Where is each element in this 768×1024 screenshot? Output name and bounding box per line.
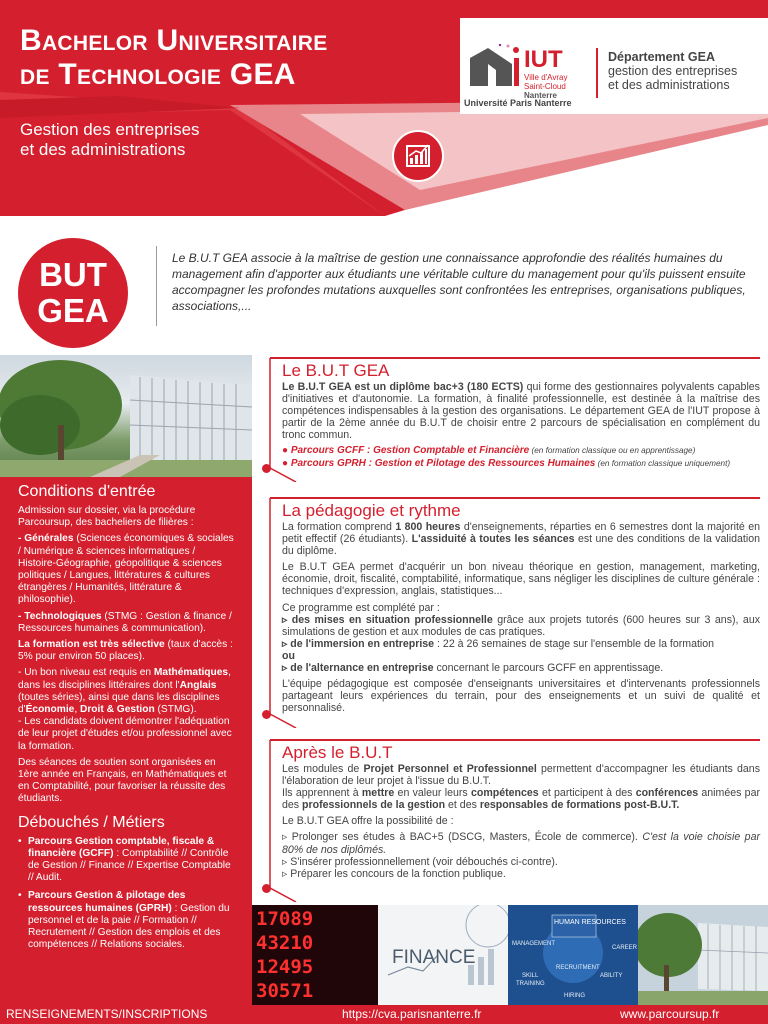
ticker-digits: 17089 [256, 908, 314, 930]
paragraph [282, 787, 760, 811]
list-item [282, 638, 760, 650]
dept-line-2: gestion des entreprises [608, 64, 738, 78]
hr-word: HIRING [564, 993, 585, 999]
parcours-gcff: ● Parcours GCFF : Gestion Comptable et Financière (en formation classique ou en apprentissage) [282, 445, 696, 457]
list-item: ▹ Préparer les concours de la fonction publique. [282, 867, 506, 880]
iut-sites [524, 73, 567, 100]
text: Parcours GPRH : Gestion et Pilotage des Ressources Humaines [290, 457, 596, 469]
hr-title: HUMAN RESOURCES [554, 919, 626, 926]
list-item [18, 836, 234, 885]
label: Parcours Gestion & pilotage des ressources humaines (GPRH) [28, 890, 186, 914]
stock-ticker-image [252, 905, 378, 1005]
dept-line-1: Département GEA [608, 50, 715, 64]
footer-bar [0, 1005, 768, 1024]
text: compétences [470, 787, 539, 800]
text: Économie [25, 704, 75, 716]
text: en valeur leurs [394, 787, 471, 800]
debouches-title: Débouchés / Métiers [18, 813, 165, 831]
paragraph: Le B.U.T GEA permet d'acquérir un bon niveau théorique en gestion, management, marketing, économie, droit, fiscalité, comptabilité, informatique, sans négliger les disciplines de culture générale : techniques d'expression, anglais, statistiques... [282, 561, 760, 598]
note: (en formation classique uniquement) [595, 458, 731, 468]
text: Le B.U.T GEA est un diplôme bac+3 (180 ECTS) [282, 381, 524, 393]
intro-divider [156, 246, 157, 326]
intro-text: Le B.U.T GEA associe à la maîtrise de gestion une connaissance approfondie des réalités humaines du management afin d'apporter aux étudiants une véritable culture du management pour qu'ils puissent ensuite accompagner les profondes mutations auxquelles sont confrontées les entreprises, organisations publiques, associations,... [172, 251, 746, 313]
badge-line-2: GEA [37, 292, 109, 329]
section-le-but-gea [266, 356, 760, 482]
parcours-gprh: ● Parcours GPRH : Gestion et Pilotage des Ressources Humaines (en formation classique uniquement) [282, 457, 731, 469]
ticker-digits: 30571 [256, 980, 314, 1002]
text: grâce aux projets tutorés (600 heures sur 3 ans), aux simulations de gestion et aux modules de cas pratiques. [282, 613, 761, 638]
campus-image [638, 905, 768, 1005]
footer-link-parcoursup[interactable]: www.parcoursup.fr [620, 1007, 720, 1021]
paragraph [282, 521, 760, 557]
text: - Un bon niveau est requis en [18, 667, 154, 679]
iut-label: IUT [524, 46, 563, 73]
badge-line-1: BUT [39, 256, 107, 293]
paragraph [282, 763, 760, 787]
section-title: La pédagogie et rythme [282, 501, 461, 520]
section-body [266, 381, 760, 470]
text: : Comptabilité // Contrôle de Gestion // Finance // Expertise Comptable // Audit. [28, 847, 231, 884]
text: L'assiduité à toutes les séances [411, 533, 575, 546]
text: Parcours GCFF : Gestion Comptable et Financière [290, 445, 530, 457]
dept-line-3: et des administrations [608, 78, 730, 92]
section-title: Après le B.U.T [282, 743, 393, 762]
debouches-list [18, 836, 234, 952]
text: ▹ de l'immersion en entreprise [282, 637, 435, 650]
text: mettre [361, 787, 395, 800]
text: professionnels de la gestion [302, 799, 446, 812]
text: qui forme des gestionnaires polyvalents capables d'initiatives et d'autonomie. La formation, à finalité professionnelle, est destinée à la maîtrise des compétences indispensables à la gestion des organisations. Le département GEA de l'IUT propose à partir de la 2ème année du B.U.T de choisir entre 2 parcours de spécialisation en complément du tronc commun. [282, 381, 760, 442]
growth-chart-icon [392, 130, 444, 182]
text: Les modules de [282, 763, 364, 775]
hr-word: MANAGEMENT [512, 941, 556, 947]
text: concernant le parcours GCFF en apprentissage. [433, 662, 664, 675]
list-item [282, 614, 760, 638]
hr-word: RECRUITMENT [556, 965, 600, 971]
text: et participent à des [538, 787, 636, 800]
iut-site: Nanterre [524, 91, 557, 100]
section-dot [262, 884, 271, 893]
text: conférences [635, 787, 699, 800]
text: : Gestion du personnel et de la paie // Formation // Recrutement // Gestion des emplois et des compétences // Relations sociales. [28, 902, 230, 951]
text: permettent d'accompagner les étudiants dans l'élaboration de leur projet à l'issue du B.U.T. [282, 763, 760, 788]
footer-info-label: RENSEIGNEMENTS/INSCRIPTIONS [6, 1007, 208, 1021]
human-resources-image [508, 905, 638, 1005]
text: 1 800 heures [395, 521, 461, 533]
text: ou [282, 649, 295, 662]
title-line-1: Bachelor Universitaire [20, 24, 328, 57]
paragraph [282, 381, 760, 441]
text: (toutes séries), ainsi que dans les disciplines d' [18, 691, 220, 716]
list-item [282, 831, 760, 855]
hr-word: TRAINING [516, 981, 545, 987]
label: - Technologiques [18, 610, 102, 622]
section-body [266, 763, 760, 880]
iut-logo-icon [468, 44, 520, 88]
text: , dans les disciplines littéraires dont l' [18, 667, 231, 691]
text: Droit & Gestion [79, 704, 155, 716]
conditions-soutien: Des séances de soutien sont organisées en 1ère année en Français, en Mathématiques et en Comptabilité, pour favoriser la réussite des étudiants. [18, 756, 227, 805]
campus-photo [0, 355, 252, 477]
header-banner [0, 0, 768, 222]
text: ▹ des mises en situation professionnelle [282, 613, 493, 626]
note: (en formation classique ou en apprentissage) [529, 446, 696, 456]
paragraph: Le B.U.T GEA offre la possibilité de : [282, 815, 454, 828]
page-title [20, 24, 328, 92]
text: est une des conditions de la validation du diplôme. [282, 533, 760, 558]
section-apres-but [266, 738, 760, 902]
conditions-projet: - Les candidats doivent démontrer l'adéquation de leur projet d'études et/ou professionnel avec la formation. [18, 716, 232, 752]
university-name: Université Paris Nanterre [464, 98, 572, 108]
hr-word: SKILL [522, 973, 539, 979]
finance-word: FINANCE [392, 947, 476, 968]
iut-logo-block [460, 18, 768, 114]
paragraph: Ce programme est complété par : [282, 601, 440, 614]
title-line-2: de Technologie GEA [20, 58, 296, 91]
conditions-niveau [18, 667, 234, 716]
text: Projet Personnel et Professionnel [363, 763, 537, 775]
section-body [266, 521, 760, 714]
text: : 22 à 26 semaines de stage sur l'ensemble de la formation [434, 637, 715, 650]
list-item: ▹ S'insérer professionnellement (voir débouchés ci-contre). [282, 855, 558, 868]
text: Anglais [179, 679, 217, 691]
label: Parcours Gestion comptable, fiscale & financière (GCFF) [28, 835, 215, 859]
finance-image [378, 905, 508, 1005]
text: Ils apprennent à [282, 787, 362, 800]
text: et des [445, 799, 480, 812]
list-item [18, 890, 234, 951]
text: ▹ Prolonger ses études à BAC+5 (DSCG, Masters, École de commerce). [282, 831, 643, 844]
hr-word: CAREER [612, 945, 638, 951]
conditions-generales [18, 533, 234, 606]
iut-site: Ville d'Avray [524, 73, 568, 82]
department-name [608, 50, 737, 92]
text: (Sciences économiques & sociales / Numérique & sciences informatiques / Histoire-Géographie, géopolitique & sciences politiques / Langues, littératures & cultures étrangères / Humanités, littérature & philosophie). [18, 533, 234, 606]
conditions-techno [18, 611, 234, 635]
text: d'enseignements, réparties en 6 semestres dont la majorité en petit effectif (26 étudiants). [282, 521, 760, 546]
section-pedagogie [266, 496, 760, 728]
list-item [282, 650, 760, 662]
left-info-column [0, 477, 252, 1005]
paragraph: L'équipe pédagogique est composée d'enseignants universitaires et d'intervenants professionnels partageant leurs expériences du terrain, pour des enseignements et un suivi de qualité et personnalisé. [282, 678, 760, 715]
text: (STMG : Gestion & finance / Ressources humaines & communication). [18, 610, 232, 634]
text: ▹ de l'alternance en entreprise [282, 662, 434, 675]
text: (taux d'accès : 5% pour environ 50 places). [18, 639, 233, 663]
text: (STMG). [154, 704, 197, 716]
ticker-digits: 43210 [256, 932, 314, 954]
conditions-selective [18, 639, 234, 663]
text: responsables de formations post-B.U.T. [479, 799, 680, 812]
page-subtitle [20, 120, 200, 160]
text: Mathématiques [153, 667, 229, 679]
subtitle-line-1: Gestion des entreprises [20, 120, 200, 139]
hr-word: ABILITY [600, 973, 623, 979]
ticker-digits: 12495 [256, 956, 314, 978]
image-collage [252, 905, 768, 1005]
label: - Générales [18, 533, 74, 545]
but-gea-badge [18, 238, 128, 348]
iut-site: Saint-Cloud [524, 82, 566, 91]
section-title: Le B.U.T GEA [282, 361, 390, 380]
footer-link-cva[interactable]: https://cva.parisnanterre.fr [342, 1007, 482, 1021]
list-item [282, 662, 760, 674]
subtitle-line-2: et des administrations [20, 140, 186, 159]
conditions-title: Conditions d'entrée [18, 483, 156, 500]
text: La formation comprend [282, 521, 396, 533]
conditions-intro: Admission sur dossier, via la procédure Parcoursup, des bacheliers de filières : [18, 505, 196, 529]
label: La formation est très sélective [18, 639, 165, 651]
logo-divider [596, 48, 598, 98]
text: C'est la voie choisie par 80% de nos diplômés. [282, 831, 760, 856]
text: animées par des [282, 787, 760, 812]
text: , [74, 704, 80, 716]
